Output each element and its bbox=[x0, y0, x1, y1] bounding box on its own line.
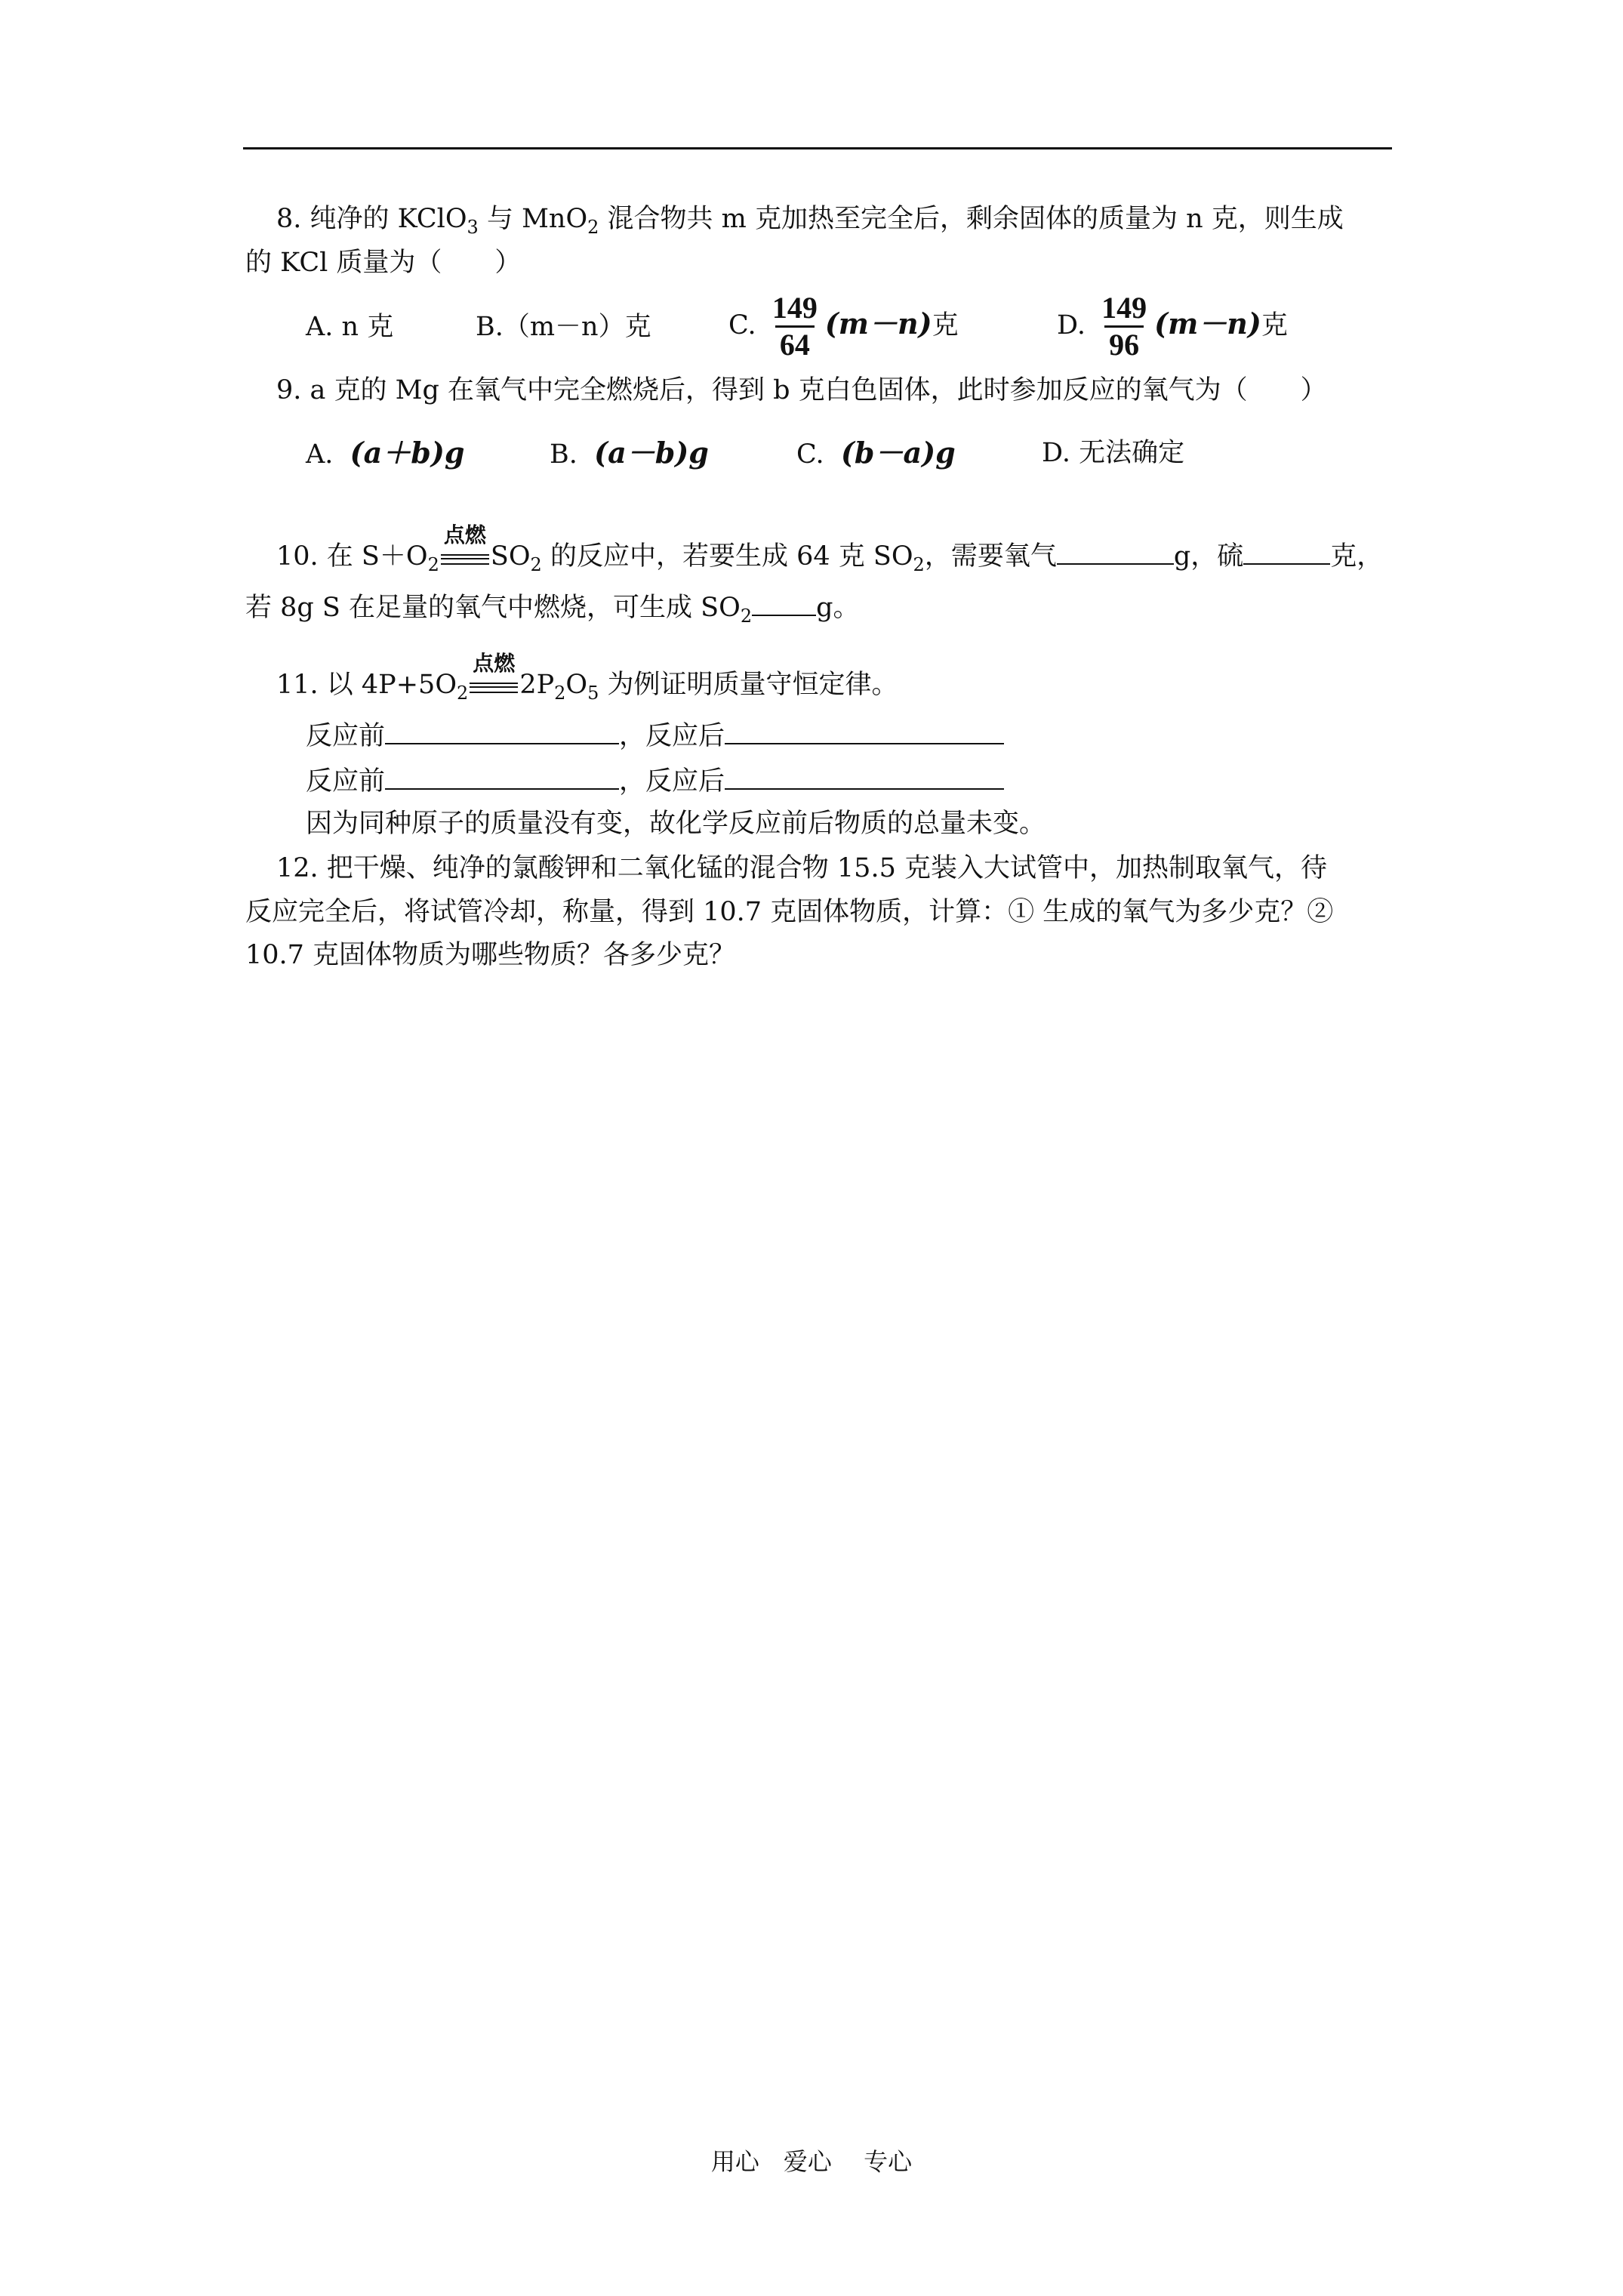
q10-line-1: 10. 在 $S+O_2$ 点燃 $SO_2$ 的反应中，若要生成 64 克 $SO_2$，需要氧气 g，硫 克， bbox=[276, 522, 1384, 575]
q12-line-2: 反应完全后，将试管冷却，称量，得到 10.7 克固体物质，计算：① 生成的氧气为多少克？② bbox=[245, 897, 1334, 927]
q11-blank-after-2[interactable] bbox=[725, 761, 1004, 790]
q10-line-2: 若 8g S 在足量的氧气中燃烧，可生成 $SO_2$ g。 bbox=[245, 587, 860, 627]
q8-option-d-fraction: $\frac{149}{96}$ bbox=[1101, 291, 1147, 362]
header-rule bbox=[243, 147, 1392, 149]
q8-option-c-fraction: $\frac{149}{64}$ bbox=[771, 291, 818, 362]
q9-option-a: A. (a＋b)g bbox=[306, 436, 465, 470]
q10-blank-oxygen[interactable] bbox=[1057, 536, 1174, 565]
q12-line-3: 10.7 克固体物质为哪些物质？各多少克？ bbox=[245, 940, 736, 970]
q8-option-b: B.（m－n）克 bbox=[476, 312, 651, 342]
page-footer: 用心 爱心 专心 bbox=[710, 2147, 913, 2176]
q11-blank-before-1[interactable] bbox=[385, 716, 619, 744]
q10-blank-so2[interactable] bbox=[752, 587, 816, 616]
reaction-condition-arrow: 点燃 bbox=[441, 544, 489, 565]
q9-option-b: B. (a－b)g bbox=[550, 436, 709, 470]
q11-before-after-row-1: 反应前 ，反应后 bbox=[306, 716, 1004, 755]
q10-blank-sulfur[interactable] bbox=[1243, 536, 1330, 565]
q9-option-c: C. (b－a)g bbox=[796, 436, 956, 470]
q8-option-c: C. $\frac{149}{64}$ (m－n)克 bbox=[728, 291, 959, 362]
q11-before-after-row-2: 反应前 ，反应后 bbox=[306, 761, 1004, 800]
q8-line-1: 8. 纯净的 KClO$_3$ 与 MnO$_2$ 混合物共 m 克加热至完全后，剩余固体的质量为 n 克，则生成 bbox=[276, 204, 1344, 238]
q11-conclusion: 因为同种原子的质量没有变，故化学反应前后物质的总量未变。 bbox=[306, 809, 1046, 839]
reaction-condition-arrow: 点燃 bbox=[470, 672, 518, 693]
q9-option-d: D. 无法确定 bbox=[1042, 438, 1185, 468]
q11-blank-before-2[interactable] bbox=[385, 761, 619, 790]
q9-line: 9. a 克的 Mg 在氧气中完全燃烧后，得到 b 克白色固体，此时参加反应的氧气为（ ） bbox=[276, 375, 1327, 405]
q11-blank-after-1[interactable] bbox=[725, 716, 1004, 744]
q8-line-2: 的 KCl 质量为（ ） bbox=[245, 248, 522, 278]
q8-option-d: D. $\frac{149}{96}$ (m－n)克 bbox=[1057, 291, 1288, 362]
q11-line-1: 11. 以 $4P+5O_2$ 点燃 $2P_2O_5$ 为例证明质量守恒定律。 bbox=[276, 651, 898, 704]
q12-line-1: 12. 把干燥、纯净的氯酸钾和二氧化锰的混合物 15.5 克装入大试管中，加热制取氧气，待 bbox=[276, 853, 1327, 883]
q8-option-a: A. n 克 bbox=[306, 312, 394, 342]
